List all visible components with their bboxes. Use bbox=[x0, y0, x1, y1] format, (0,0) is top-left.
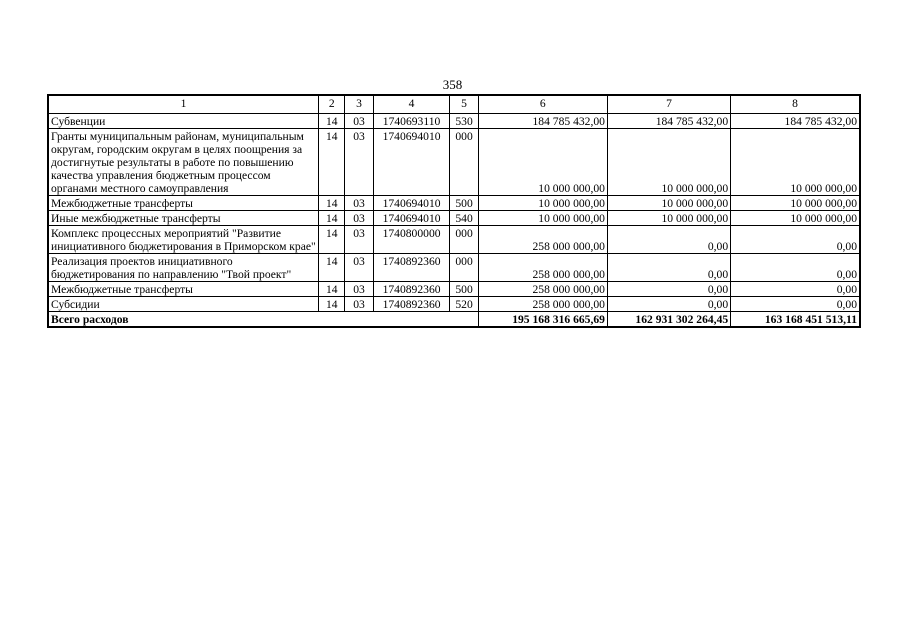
row-name: Гранты муниципальным районам, муниципальным округам, городским округам в целях поощрения за достигнутые результаты в работе по повышению качества управления бюджетным процессом органами местного самоуправления bbox=[48, 129, 319, 196]
row-expense-type: 500 bbox=[450, 196, 478, 211]
total-blank bbox=[319, 312, 345, 328]
row-subsection: 03 bbox=[345, 211, 373, 226]
table-row bbox=[48, 114, 860, 129]
header-row bbox=[48, 95, 860, 114]
row-expense-type: 530 bbox=[450, 114, 478, 129]
header-col-4: 4 bbox=[373, 95, 450, 114]
row-name: Реализация проектов инициативного бюджетирования по направлению "Твой проект" bbox=[48, 254, 319, 282]
row-amount-col6: 258 000 000,00 bbox=[478, 226, 607, 254]
row-amount-col6: 10 000 000,00 bbox=[478, 196, 607, 211]
row-amount-col8: 10 000 000,00 bbox=[731, 196, 860, 211]
row-subsection: 03 bbox=[345, 129, 373, 196]
row-expense-type: 540 bbox=[450, 211, 478, 226]
row-section: 14 bbox=[319, 196, 345, 211]
budget-table bbox=[47, 94, 861, 328]
row-amount-col8: 10 000 000,00 bbox=[731, 211, 860, 226]
total-blank bbox=[450, 312, 478, 328]
row-name: Субвенции bbox=[48, 114, 319, 129]
row-target-code: 1740694010 bbox=[373, 211, 450, 226]
row-target-code: 1740693110 bbox=[373, 114, 450, 129]
total-blank bbox=[345, 312, 373, 328]
row-amount-col7: 0,00 bbox=[607, 226, 730, 254]
row-amount-col8: 10 000 000,00 bbox=[731, 129, 860, 196]
header-col-1: 1 bbox=[48, 95, 319, 114]
row-target-code: 1740800000 bbox=[373, 226, 450, 254]
total-amount-col6: 195 168 316 665,69 bbox=[478, 312, 607, 328]
row-amount-col7: 0,00 bbox=[607, 297, 730, 312]
row-amount-col6: 184 785 432,00 bbox=[478, 114, 607, 129]
row-subsection: 03 bbox=[345, 196, 373, 211]
row-amount-col6: 10 000 000,00 bbox=[478, 129, 607, 196]
row-section: 14 bbox=[319, 129, 345, 196]
row-section: 14 bbox=[319, 211, 345, 226]
row-subsection: 03 bbox=[345, 297, 373, 312]
page-number: 358 bbox=[442, 77, 463, 92]
table-row bbox=[48, 297, 860, 312]
row-expense-type: 000 bbox=[450, 129, 478, 196]
row-amount-col8: 0,00 bbox=[731, 254, 860, 282]
total-amount-col8: 163 168 451 513,11 bbox=[731, 312, 860, 328]
row-name: Межбюджетные трансферты bbox=[48, 196, 319, 211]
table-row bbox=[48, 211, 860, 226]
row-target-code: 1740694010 bbox=[373, 196, 450, 211]
row-target-code: 1740892360 bbox=[373, 254, 450, 282]
row-amount-col7: 10 000 000,00 bbox=[607, 129, 730, 196]
row-target-code: 1740892360 bbox=[373, 282, 450, 297]
row-section: 14 bbox=[319, 114, 345, 129]
header-col-3: 3 bbox=[345, 95, 373, 114]
row-amount-col7: 0,00 bbox=[607, 282, 730, 297]
total-amount-col7: 162 931 302 264,45 bbox=[607, 312, 730, 328]
row-name: Иные межбюджетные трансферты bbox=[48, 211, 319, 226]
row-section: 14 bbox=[319, 282, 345, 297]
total-label: Всего расходов bbox=[48, 312, 319, 328]
row-amount-col7: 184 785 432,00 bbox=[607, 114, 730, 129]
table-row bbox=[48, 129, 860, 196]
header-col-7: 7 bbox=[607, 95, 730, 114]
total-row bbox=[48, 312, 860, 328]
row-amount-col7: 0,00 bbox=[607, 254, 730, 282]
row-amount-col6: 258 000 000,00 bbox=[478, 297, 607, 312]
header-col-6: 6 bbox=[478, 95, 607, 114]
row-amount-col8: 184 785 432,00 bbox=[731, 114, 860, 129]
row-name: Комплекс процессных мероприятий "Развитие инициативного бюджетирования в Приморском крае" bbox=[48, 226, 319, 254]
row-section: 14 bbox=[319, 226, 345, 254]
row-amount-col7: 10 000 000,00 bbox=[607, 211, 730, 226]
row-target-code: 1740694010 bbox=[373, 129, 450, 196]
row-subsection: 03 bbox=[345, 226, 373, 254]
table-row bbox=[48, 282, 860, 297]
row-amount-col6: 258 000 000,00 bbox=[478, 282, 607, 297]
row-expense-type: 500 bbox=[450, 282, 478, 297]
row-expense-type: 000 bbox=[450, 254, 478, 282]
table-row bbox=[48, 226, 860, 254]
row-target-code: 1740892360 bbox=[373, 297, 450, 312]
table-body bbox=[48, 114, 860, 328]
row-amount-col8: 0,00 bbox=[731, 226, 860, 254]
row-amount-col8: 0,00 bbox=[731, 297, 860, 312]
row-amount-col6: 258 000 000,00 bbox=[478, 254, 607, 282]
header-col-2: 2 bbox=[319, 95, 345, 114]
row-name: Субсидии bbox=[48, 297, 319, 312]
row-subsection: 03 bbox=[345, 282, 373, 297]
table-header bbox=[48, 95, 860, 114]
row-subsection: 03 bbox=[345, 254, 373, 282]
table-row bbox=[48, 196, 860, 211]
row-section: 14 bbox=[319, 254, 345, 282]
header-col-8: 8 bbox=[731, 95, 860, 114]
header-col-5: 5 bbox=[450, 95, 478, 114]
row-amount-col6: 10 000 000,00 bbox=[478, 211, 607, 226]
row-name: Межбюджетные трансферты bbox=[48, 282, 319, 297]
table-row bbox=[48, 254, 860, 282]
row-amount-col7: 10 000 000,00 bbox=[607, 196, 730, 211]
row-expense-type: 520 bbox=[450, 297, 478, 312]
row-amount-col8: 0,00 bbox=[731, 282, 860, 297]
row-section: 14 bbox=[319, 297, 345, 312]
row-expense-type: 000 bbox=[450, 226, 478, 254]
total-blank bbox=[373, 312, 450, 328]
row-subsection: 03 bbox=[345, 114, 373, 129]
